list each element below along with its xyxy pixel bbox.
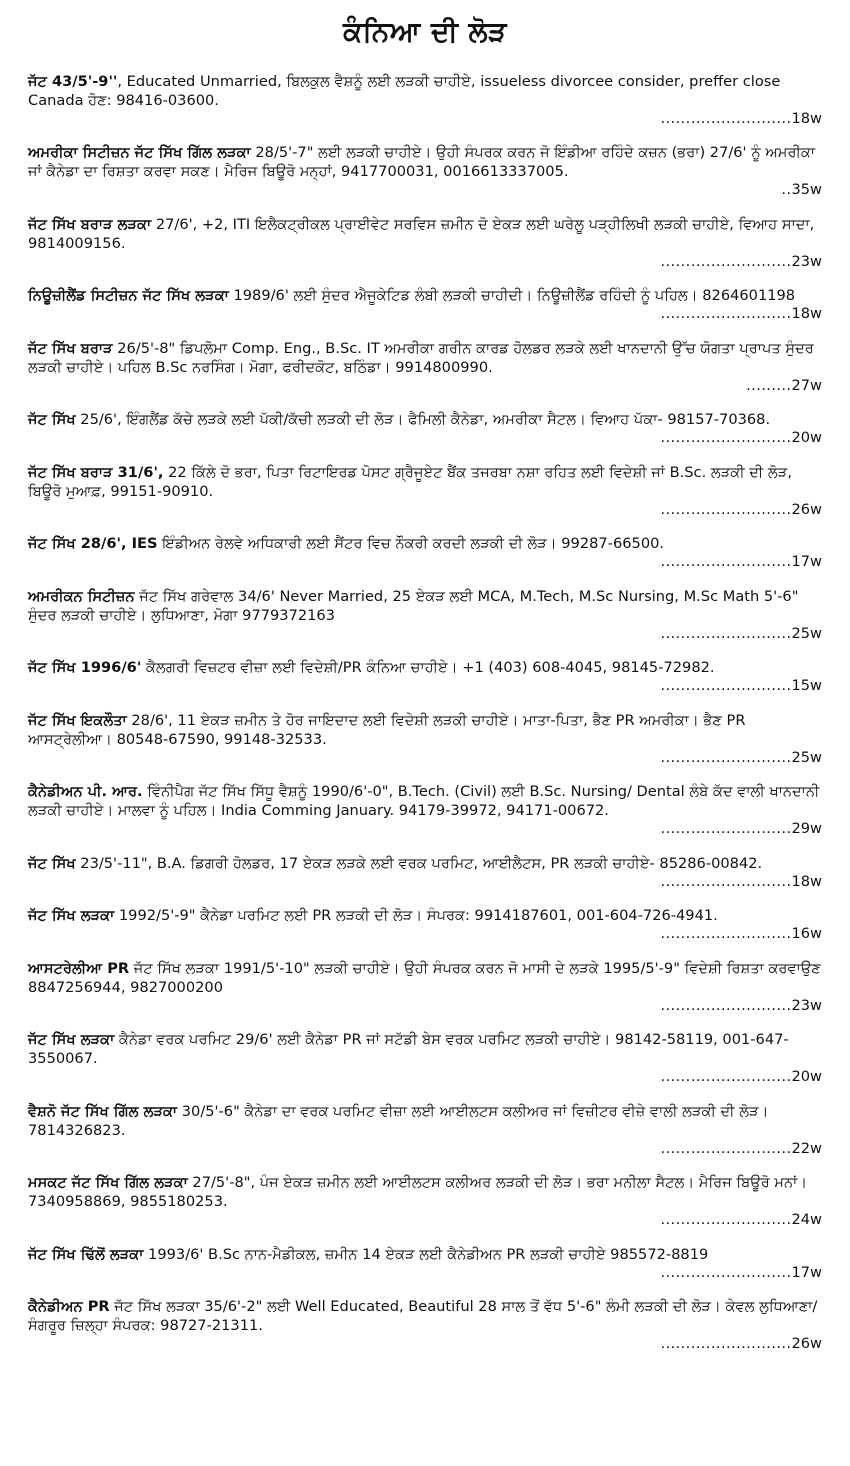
list-item xyxy=(28,463,822,519)
ad-heading: ਆਸਟਰੇਲੀਆ PR xyxy=(28,960,130,977)
leader-dots: .......................... xyxy=(660,553,792,570)
ad-code: 18w xyxy=(791,873,822,890)
ad-body: 30/5'-6" ਕੈਨੇਡਾ ਦਾ ਵਰਕ ਪਰਮਿਟ ਵੀਜ਼ਾ ਲਈ ਆਈਲਟਸ ਕਲੀਅਰ ਜਾਂ ਵਿਜ਼ੀਟਰ ਵੀਜ਼ੇ ਵਾਲੀ ਲੜਕੀ ਦੀ ਲੋੜ। 7814326823. xyxy=(28,1103,769,1139)
ad-body: ਵਿੰਨੀਪੈਗ ਜੱਟ ਸਿੱਖ ਸਿੱਧੂ ਵੈਸ਼ਨੂੰ 1990/6'-0", B.Tech. (Civil) ਲਈ B.Sc. Nursing/ Dental ਲੰਬੇ ਕੱਦ ਵਾਲੀ ਖਾਨਦਾਨੀ ਲੜਕੀ ਚਾਹੀਏ। ਮਾਲਵਾ ਨੂੰ ਪਹਿਲ। India Comming January. 94179-39972, 94171-00672. xyxy=(28,783,820,819)
list-item xyxy=(28,1245,822,1282)
ad-heading: ਮਸਕਟ ਜੱਟ ਸਿੱਖ ਗਿੱਲ ਲੜਕਾ xyxy=(28,1174,188,1191)
list-item xyxy=(28,711,822,767)
list-item xyxy=(28,286,822,323)
ad-code: 29w xyxy=(791,820,822,837)
ad-code: 18w xyxy=(791,110,822,127)
ad-reference xyxy=(28,377,822,395)
ad-heading: ਜੱਟ ਸਿੱਖ xyxy=(28,411,76,428)
leader-dots: .......................... xyxy=(660,1140,792,1157)
ad-body: 27/6', +2, ITI ਇਲੈਕਟ੍ਰੀਕਲ ਪ੍ਰਾਈਵੇਟ ਸਰਵਿਸ ਜ਼ਮੀਨ ਦੋ ਏਕੜ ਲਈ ਘਰੇਲੂ ਪੜ੍ਹੀਲਿਖੀ ਲੜਕੀ ਚਾਹੀਏ, ਵਿਆਹ ਸਾਦਾ, 9814009156. xyxy=(28,216,815,252)
ad-reference xyxy=(28,1068,822,1086)
ad-reference xyxy=(28,997,822,1015)
leader-dots: .......................... xyxy=(660,677,792,694)
leader-dots: .. xyxy=(781,181,792,198)
ad-code: 27w xyxy=(791,377,822,394)
ad-code: 22w xyxy=(791,1140,822,1157)
ad-body: ਜੱਟ ਸਿੱਖ ਗਰੇਵਾਲ 34/6' Never Married, 25 ਏਕੜ ਲਈ MCA, M.Tech, M.Sc Nursing, M.Sc Math 5'-6" ਸੁੰਦਰ ਲੜਕੀ ਚਾਹੀਏ। ਲੁਧਿਆਣਾ, ਮੋਗਾ 9779372163 xyxy=(28,588,799,624)
ad-code: 25w xyxy=(791,625,822,642)
ad-body: 1989/6' ਲਈ ਸੁੰਦਰ ਐਜੂਕੇਟਿਡ ਲੰਬੀ ਲੜਕੀ ਚਾਹੀਦੀ। ਨਿਊਜ਼ੀਲੈਂਡ ਰਹਿੰਦੀ ਨੂੰ ਪਹਿਲ। 8264601198 xyxy=(228,287,796,304)
ad-body: 1993/6' B.Sc ਨਾਨ-ਮੈਡੀਕਲ, ਜ਼ਮੀਨ 14 ਏਕੜ ਲਈ ਕੈਨੇਡੀਅਨ PR ਲੜਕੀ ਚਾਹੀਏ 985572-8819 xyxy=(143,1246,709,1263)
ad-code: 17w xyxy=(791,553,822,570)
ad-reference xyxy=(28,305,822,323)
ad-heading: ਜੱਟ ਸਿੱਖ xyxy=(28,855,76,872)
list-item xyxy=(28,143,822,199)
ad-heading: ਅਮਰੀਕਾ ਸਿਟੀਜ਼ਨ ਜੱਟ ਸਿੱਖ ਗਿੱਲ ਲੜਕਾ xyxy=(28,144,251,161)
list-item xyxy=(28,782,822,838)
ad-code: 20w xyxy=(791,1068,822,1085)
ad-body: 28/5'-7" ਲਈ ਲੜਕੀ ਚਾਹੀਏ। ਉਹੀ ਸੰਪਰਕ ਕਰਨ ਜੋ ਇੰਡੀਆ ਰਹਿੰਦੇ ਕਜ਼ਨ (ਭਰਾ) 27/6' ਨੂੰ ਅਮਰੀਕਾ ਜਾਂ ਕੈਨੇਡਾ ਦਾ ਰਿਸ਼ਤਾ ਕਰਵਾ ਸਕਣ। ਮੈਰਿਜ ਬਿਊਰੋ ਮਨ੍ਹਾਂ, 9417700031, 0016613337005. xyxy=(28,144,816,180)
ad-reference xyxy=(28,677,822,695)
ad-heading: ਜੱਟ ਸਿੱਖ ਬਰਾੜ ਲੜਕਾ xyxy=(28,216,152,233)
classifieds-page xyxy=(0,14,850,1466)
list-item xyxy=(28,215,822,271)
leader-dots: .......................... xyxy=(660,110,792,127)
ad-reference xyxy=(28,625,822,643)
ad-reference xyxy=(28,925,822,943)
ad-code: 23w xyxy=(791,997,822,1014)
ad-code: 25w xyxy=(791,749,822,766)
list-item xyxy=(28,959,822,1015)
ad-body: 25/6', ਇੰਗਲੈਂਡ ਕੱਚੇ ਲੜਕੇ ਲਈ ਪੱਕੀ/ਕੱਚੀ ਲੜਕੀ ਦੀ ਲੋੜ। ਫੈਮਿਲੀ ਕੈਨੇਡਾ, ਅਮਰੀਕਾ ਸੈਟਲ। ਵਿਆਹ ਪੱਕਾ- 98157-70368. xyxy=(75,411,771,428)
leader-dots: .......................... xyxy=(660,749,792,766)
ad-code: 24w xyxy=(791,1211,822,1228)
ad-body: ਜੱਟ ਸਿੱਖ ਲੜਕਾ 35/6'-2" ਲਈ Well Educated, Beautiful 28 ਸਾਲ ਤੋਂ ਵੱਧ 5'-6" ਲੰਮੀ ਲੜਕੀ ਦੀ ਲੋੜ। ਕੇਵਲ ਲੁਧਿਆਣਾ/ ਸੰਗਰੂਰ ਜ਼ਿਲ੍ਹਾ ਸੰਪਰਕ: 98727-21311. xyxy=(28,1298,818,1334)
ad-body: 22 ਕਿੱਲੇ ਦੋ ਭਰਾ, ਪਿਤਾ ਰਿਟਾਇਰਡ ਪੋਸਟ ਗ੍ਰੈਜੂਏਟ ਬੈਂਕ ਤਜਰਬਾ ਨਸ਼ਾ ਰਹਿਤ ਲਈ ਵਿਦੇਸ਼ੀ ਜਾਂ B.Sc. ਲੜਕੀ ਦੀ ਲੋੜ, ਬਿਊਰੋ ਮੁਆਫ਼, 99151-90910. xyxy=(28,464,792,500)
list-item xyxy=(28,854,822,891)
ad-code: 26w xyxy=(791,1335,822,1352)
ad-body: ਜੱਟ ਸਿੱਖ ਲੜਕਾ 1991/5'-10" ਲੜਕੀ ਚਾਹੀਏ। ਉਹੀ ਸੰਪਰਕ ਕਰਨ ਜੋ ਮਾਸੀ ਦੇ ਲੜਕੇ 1995/5'-9" ਵਿਦੇਸ਼ੀ ਰਿਸ਼ਤਾ ਕਰਵਾਉਣ 8847256944, 9827000200 xyxy=(28,960,821,996)
ad-heading: ਜੱਟ ਸਿੱਖ ਲੜਕਾ xyxy=(28,1031,115,1048)
ad-body: 1992/5'-9" ਕੈਨੇਡਾ ਪਰਮਿਟ ਲਈ PR ਲੜਕੀ ਦੀ ਲੋੜ। ਸੰਪਰਕ: 9914187601, 001-604-726-4941. xyxy=(114,907,718,924)
leader-dots: .......................... xyxy=(660,820,792,837)
leader-dots: .......................... xyxy=(660,1264,792,1281)
leader-dots: .......................... xyxy=(660,1211,792,1228)
ad-code: 20w xyxy=(791,429,822,446)
ad-body: ਇੰਡੀਅਨ ਰੇਲਵੇ ਅਧਿਕਾਰੀ ਲਈ ਸੈਂਟਰ ਵਿਚ ਨੌਕਰੀ ਕਰਦੀ ਲੜਕੀ ਦੀ ਲੋੜ। 99287-66500. xyxy=(157,535,665,552)
ad-code: 18w xyxy=(791,305,822,322)
ad-heading: ਨਿਊਜ਼ੀਲੈਂਡ ਸਿਟੀਜ਼ਨ ਜੱਟ ਸਿੱਖ ਲੜਕਾ xyxy=(28,287,229,304)
ad-heading: ਜੱਟ ਸਿੱਖ 28/6', IES xyxy=(28,535,158,552)
ad-body: 26/5'-8" ਡਿਪਲੋਮਾ Comp. Eng., B.Sc. IT ਅਮਰੀਕਾ ਗਰੀਨ ਕਾਰਡ ਹੋਲਡਰ ਲੜਕੇ ਲਈ ਖਾਨਦਾਨੀ ਉੱਚ ਯੋਗਤਾ ਪ੍ਰਾਪਤ ਸੁੰਦਰ ਲੜਕੀ ਚਾਹੀਏ। ਪਹਿਲ B.Sc ਨਰਸਿੰਗ। ਮੋਗਾ, ਫਰੀਦਕੋਟ, ਬਠਿੰਡਾ। 9914800990. xyxy=(28,340,814,376)
leader-dots: .......................... xyxy=(660,873,792,890)
ad-reference xyxy=(28,110,822,128)
ad-reference xyxy=(28,1335,822,1353)
ad-code: 35w xyxy=(791,181,822,198)
list-item xyxy=(28,72,822,128)
ad-heading: ਜੱਟ ਸਿੱਖ ਬਰਾੜ 31/6', xyxy=(28,464,164,481)
ad-heading: ਜੱਟ ਸਿੱਖ ਢਿੱਲੋਂ ਲੜਕਾ xyxy=(28,1246,144,1263)
ad-heading: ਕੈਨੇਡੀਅਨ ਪੀ. ਆਰ. xyxy=(28,783,143,800)
ad-reference xyxy=(28,429,822,447)
leader-dots: .......................... xyxy=(660,625,792,642)
ad-reference xyxy=(28,1264,822,1282)
ad-code: 16w xyxy=(791,925,822,942)
ad-body: 23/5'-11", B.A. ਡਿਗਰੀ ਹੋਲਡਰ, 17 ਏਕੜ ਲੜਕੇ ਲਈ ਵਰਕ ਪਰਮਿਟ, ਆਈਲੈਟਸ, PR ਲੜਕੀ ਚਾਹੀਏ- 85286-00842. xyxy=(75,855,763,872)
ad-heading: ਜੱਟ ਸਿੱਖ 1996/6' xyxy=(28,659,142,676)
ad-body: ਕੈਨੇਡਾ ਵਰਕ ਪਰਮਿਟ 29/6' ਲਈ ਕੈਨੇਡਾ PR ਜਾਂ ਸਟੱਡੀ ਬੇਸ ਵਰਕ ਪਰਮਿਟ ਲੜਕੀ ਚਾਹੀਏ। 98142-58119, 001-647-3550067. xyxy=(28,1031,789,1067)
list-item xyxy=(28,587,822,643)
ad-code: 23w xyxy=(791,253,822,270)
ad-reference xyxy=(28,820,822,838)
leader-dots: .......................... xyxy=(660,1335,792,1352)
leader-dots: .......................... xyxy=(660,501,792,518)
ad-reference xyxy=(28,253,822,271)
ad-reference xyxy=(28,553,822,571)
ad-heading: ਜੱਟ 43/5'-9'' xyxy=(28,73,118,90)
leader-dots: .......................... xyxy=(660,305,792,322)
page-title: ਕੰਨਿਆ ਦੀ ਲੋੜ xyxy=(343,15,507,48)
leader-dots: ......... xyxy=(746,377,792,394)
list-item xyxy=(28,1102,822,1158)
list-item xyxy=(28,1173,822,1229)
list-item xyxy=(28,1030,822,1086)
ad-heading: ਕੈਨੇਡੀਅਨ PR xyxy=(28,1298,110,1315)
list-item xyxy=(28,410,822,447)
ad-body: , Educated Unmarried, ਬਿਲਕੁਲ ਵੈਸ਼ਨੂੰ ਲਈ ਲੜਕੀ ਚਾਹੀਏ, issueless divorcee consider, preffer close Canada ਹੋਣ: 98416-03600. xyxy=(28,73,781,109)
list-item xyxy=(28,906,822,943)
leader-dots: .......................... xyxy=(660,253,792,270)
ad-body: 28/6', 11 ਏਕੜ ਜ਼ਮੀਨ ਤੇ ਹੋਰ ਜਾਇਦਾਦ ਲਈ ਵਿਦੇਸ਼ੀ ਲੜਕੀ ਚਾਹੀਏ। ਮਾਤਾ-ਪਿਤਾ, ਭੈਣ PR ਅਮਰੀਕਾ। ਭੈਣ PR ਆਸਟ੍ਰੇਲੀਆ। 80548-67590, 99148-32533. xyxy=(28,712,746,748)
list-item xyxy=(28,534,822,571)
list-item xyxy=(28,339,822,395)
ad-reference xyxy=(28,749,822,767)
ad-code: 17w xyxy=(791,1264,822,1281)
ad-heading: ਵੈਸ਼ਨੋ ਜੱਟ ਸਿੱਖ ਗਿੱਲ ਲੜਕਾ xyxy=(28,1103,178,1120)
ad-list xyxy=(28,72,822,1353)
ad-reference xyxy=(28,873,822,891)
list-item xyxy=(28,1297,822,1353)
ad-reference xyxy=(28,501,822,519)
ad-heading: ਜੱਟ ਸਿੱਖ ਲੜਕਾ xyxy=(28,907,115,924)
ad-reference xyxy=(28,1211,822,1229)
ad-code: 26w xyxy=(791,501,822,518)
leader-dots: .......................... xyxy=(660,429,792,446)
leader-dots: .......................... xyxy=(660,1068,792,1085)
ad-body: 27/5'-8", ਪੰਜ ਏਕੜ ਜ਼ਮੀਨ ਲਈ ਆਈਲਟਸ ਕਲੀਅਰ ਲੜਕੀ ਦੀ ਲੋੜ। ਭਰਾ ਮਨੀਲਾ ਸੈਟਲ। ਮੈਰਿਜ ਬਿਊਰੋ ਮਨਾਂ। 7340958869, 9855180253. xyxy=(28,1174,808,1210)
leader-dots: .......................... xyxy=(660,925,792,942)
ad-reference xyxy=(28,1140,822,1158)
list-item xyxy=(28,658,822,695)
ad-reference xyxy=(28,181,822,199)
ad-heading: ਅਮਰੀਕਨ ਸਿਟੀਜ਼ਨ xyxy=(28,588,135,605)
leader-dots: .......................... xyxy=(660,997,792,1014)
ad-body: ਕੈਲਗਰੀ ਵਿਜ਼ਟਰ ਵੀਜ਼ਾ ਲਈ ਵਿਦੇਸ਼ੀ/PR ਕੰਨਿਆ ਚਾਹੀਏ। +1 (403) 608-4045, 98145-72982. xyxy=(141,659,715,676)
ad-heading: ਜੱਟ ਸਿੱਖ ਬਰਾੜ xyxy=(28,340,113,357)
ad-heading: ਜੱਟ ਸਿੱਖ ਇਕਲੌਤਾ xyxy=(28,712,127,729)
ad-code: 15w xyxy=(791,677,822,694)
